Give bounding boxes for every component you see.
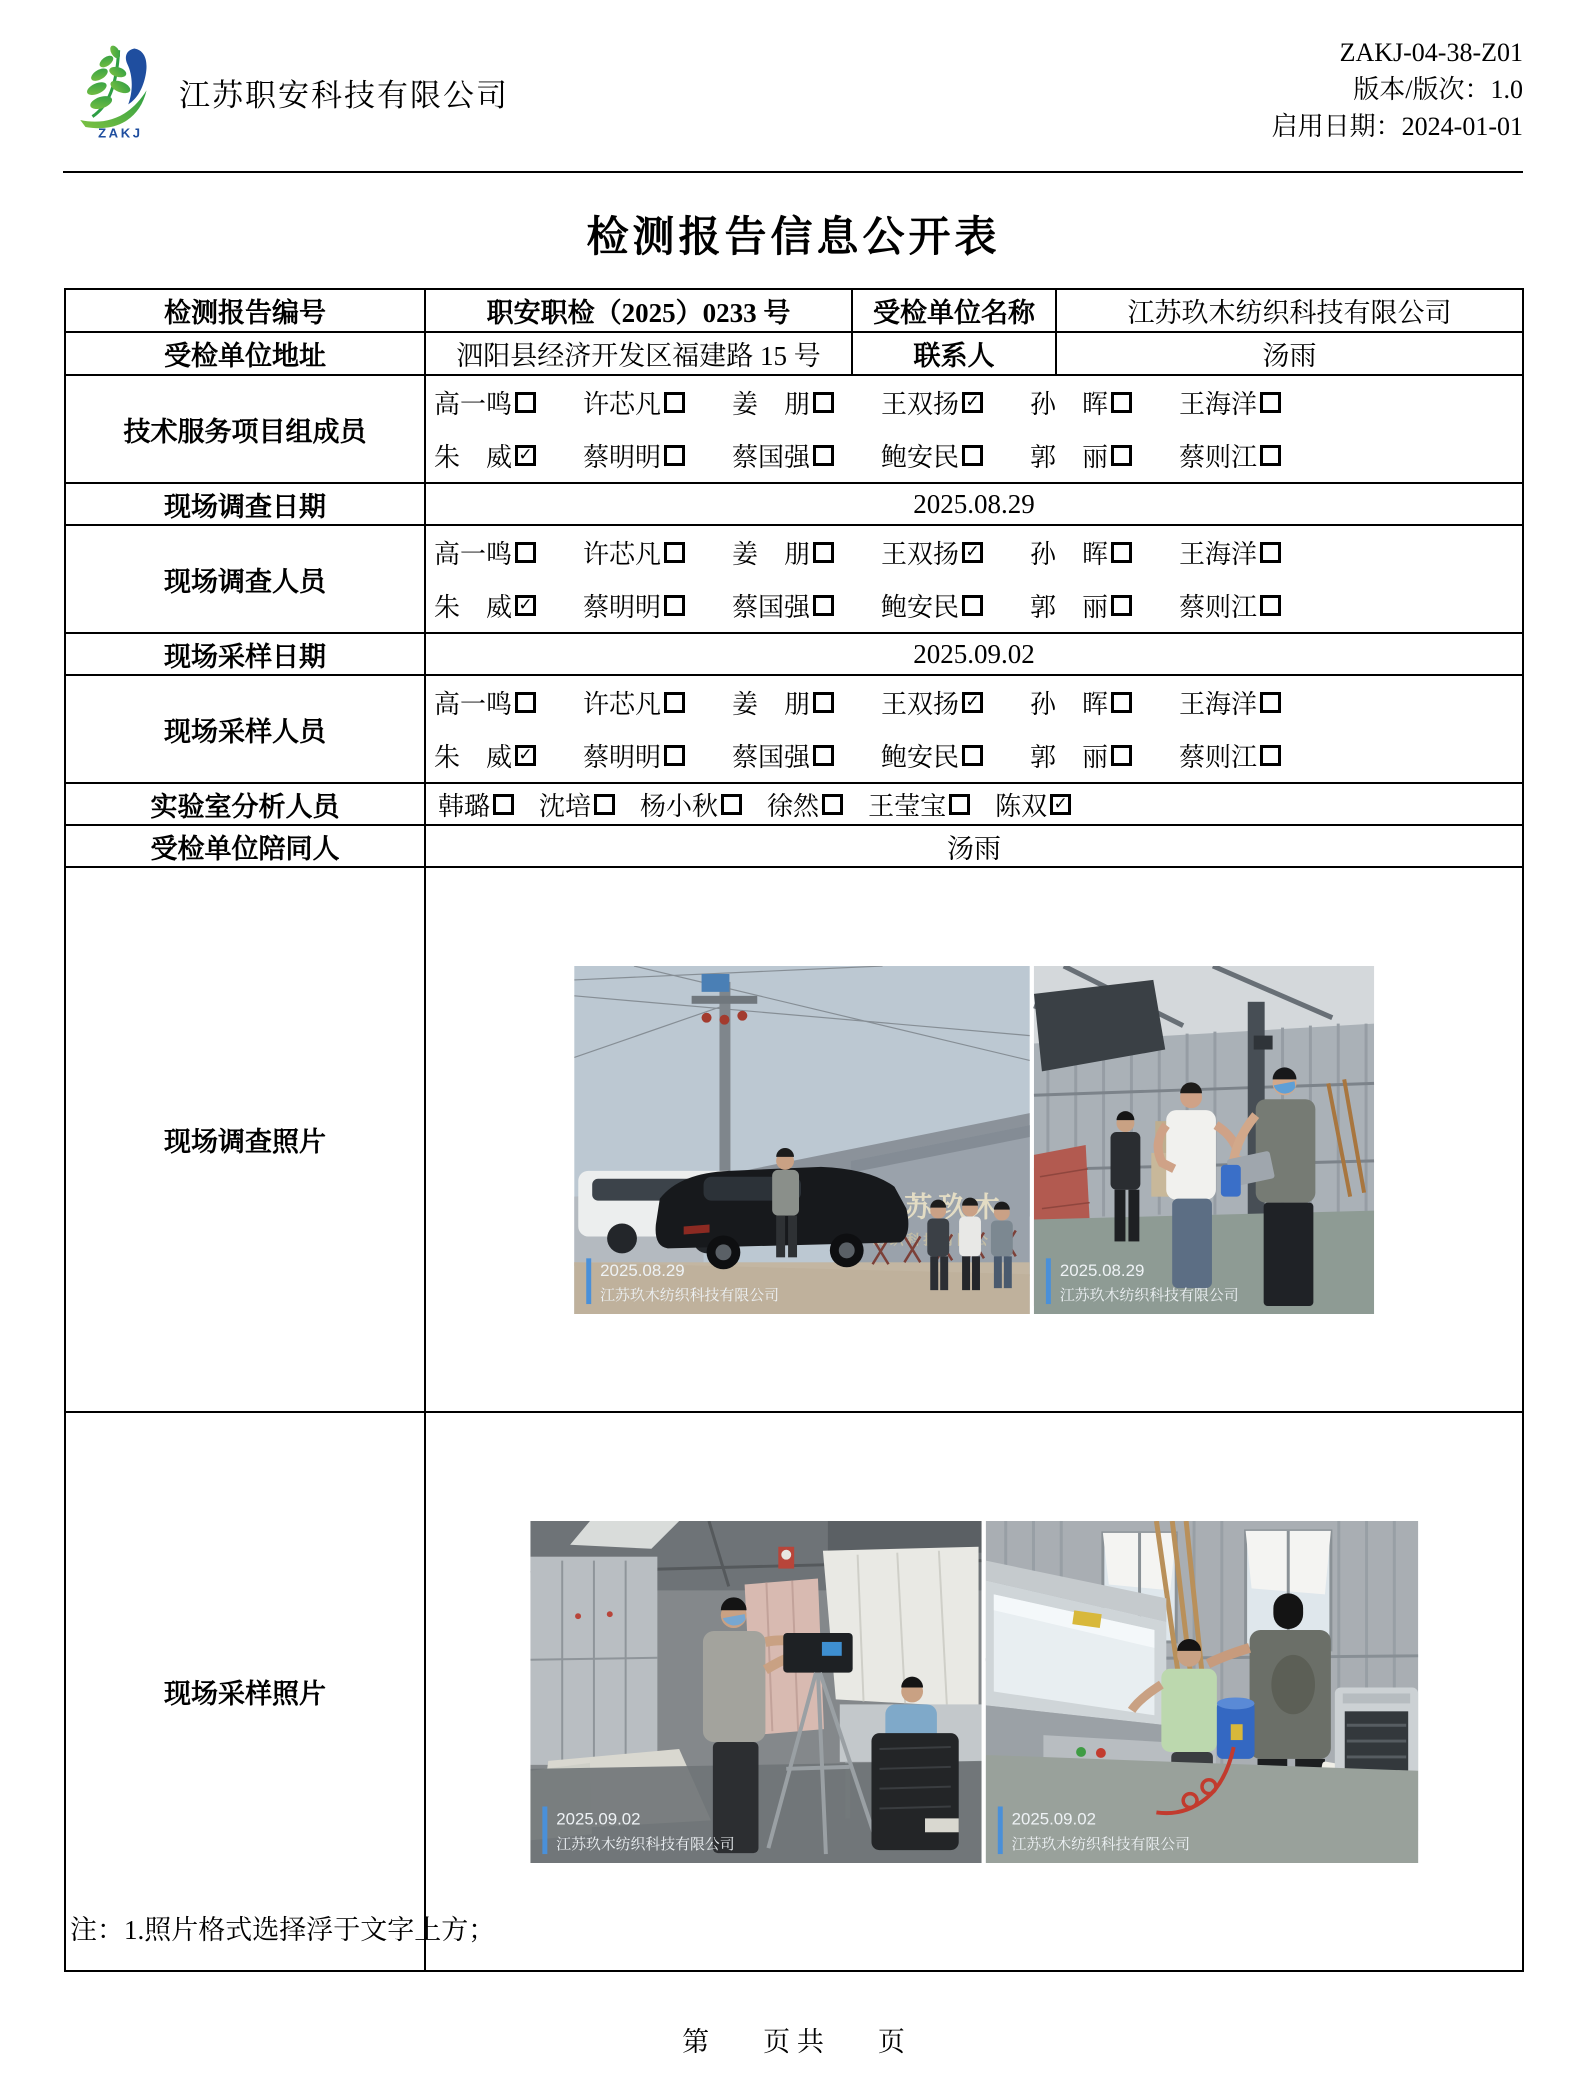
staff-member-name: 高一鸣: [434, 390, 513, 419]
blue-barrel: [1216, 1697, 1254, 1758]
staff-member: [583, 737, 685, 774]
staff-member-name: 蔡国强: [732, 743, 811, 772]
checkbox-unchecked-icon[interactable]: [664, 595, 685, 616]
staff-member-name: 蔡明明: [583, 443, 662, 472]
survey-photo-entrance: [574, 966, 1030, 1314]
staff-member: [434, 534, 536, 571]
staff-member: [438, 786, 514, 823]
photo-watermark-date: 2025.09.02: [1011, 1808, 1096, 1828]
staff-member-name: 韩璐: [438, 791, 491, 821]
staff-member-name: 朱 威: [434, 443, 513, 472]
sampling-photo-label: 现场采样照片: [65, 1412, 425, 1971]
staff-member-name: 孙 晖: [1030, 690, 1109, 719]
staff-member: [434, 384, 536, 421]
lab-analysts-label: 实验室分析人员: [65, 783, 425, 825]
staff-member: [881, 684, 983, 721]
checkbox-checked-icon[interactable]: ✓: [962, 692, 983, 713]
sampling-photos-cell: [425, 1412, 1523, 1971]
checkbox-unchecked-icon[interactable]: [664, 745, 685, 766]
checkbox-checked-icon[interactable]: ✓: [515, 595, 536, 616]
sampling-photo-inspection: [985, 1521, 1419, 1863]
logo-text: ZAKJ: [98, 125, 143, 141]
staff-member-name: 王莹宝: [868, 791, 947, 821]
contact-label: 联系人: [852, 332, 1056, 375]
checkbox-unchecked-icon[interactable]: [664, 692, 685, 713]
photo-watermark-date: 2025.08.29: [599, 1260, 685, 1280]
photo-watermark-date: 2025.09.02: [555, 1808, 641, 1828]
checkbox-unchecked-icon[interactable]: [962, 445, 983, 466]
checkbox-unchecked-icon[interactable]: [962, 745, 983, 766]
staff-member-name: 蔡则江: [1179, 443, 1258, 472]
staff-member: [1030, 384, 1132, 421]
staff-member-name: 郭 丽: [1030, 443, 1109, 472]
staff-member-name: 郭 丽: [1030, 593, 1109, 622]
staff-member: [1030, 737, 1132, 774]
checkbox-unchecked-icon[interactable]: [1260, 692, 1281, 713]
survey-staff-cell: [425, 525, 1523, 633]
staff-member: [1030, 437, 1132, 474]
checkbox-unchecked-icon[interactable]: [515, 692, 536, 713]
page-footer: 第 页 共 页: [682, 2027, 905, 2057]
checkbox-unchecked-icon[interactable]: [813, 595, 834, 616]
staff-member-name: 王海洋: [1179, 690, 1258, 719]
checkbox-unchecked-icon[interactable]: [813, 692, 834, 713]
staff-member-name: 姜 朋: [732, 540, 811, 569]
unit-name-label: 受检单位名称: [852, 289, 1056, 332]
report-info-table: [64, 288, 1524, 1972]
checkbox-unchecked-icon[interactable]: [664, 445, 685, 466]
staff-member-name: 王双扬: [881, 540, 960, 569]
page-title: 检测报告信息公开表: [586, 215, 1001, 261]
staff-member: [1179, 684, 1281, 721]
document-meta: [1272, 34, 1523, 145]
staff-member: [1030, 534, 1132, 571]
staff-member: [583, 384, 685, 421]
staff-member: [881, 737, 983, 774]
checkbox-unchecked-icon[interactable]: [721, 794, 742, 815]
sampling-staff-grid: [426, 676, 1522, 782]
staff-member: [1179, 534, 1281, 571]
staff-member: [434, 587, 536, 624]
photo-watermark-date: 2025.08.29: [1059, 1260, 1144, 1280]
checkbox-unchecked-icon[interactable]: [962, 595, 983, 616]
staff-member-name: 许芯凡: [583, 540, 662, 569]
checkbox-checked-icon[interactable]: ✓: [515, 745, 536, 766]
staff-member-name: 鲍安民: [881, 593, 960, 622]
checkbox-checked-icon[interactable]: ✓: [515, 445, 536, 466]
checkbox-checked-icon[interactable]: ✓: [962, 542, 983, 563]
staff-member: [881, 534, 983, 571]
staff-member-name: 高一鸣: [434, 540, 513, 569]
accompany-label: 受检单位陪同人: [65, 825, 425, 867]
checkbox-unchecked-icon[interactable]: [813, 392, 834, 413]
contact-value: 汤雨: [1056, 332, 1523, 375]
team-member-grid: [426, 376, 1522, 482]
staff-member: [767, 786, 843, 823]
sampling-date-label: 现场采样日期: [65, 633, 425, 675]
checkbox-unchecked-icon[interactable]: [515, 542, 536, 563]
staff-member-name: 蔡则江: [1179, 593, 1258, 622]
photo-watermark-company: 江苏玖木纺织科技有限公司: [1059, 1287, 1239, 1304]
staff-member: [1030, 684, 1132, 721]
staff-member-name: 沈培: [539, 791, 592, 821]
sampling-staff-cell: [425, 675, 1523, 783]
checkbox-unchecked-icon[interactable]: [1111, 445, 1132, 466]
sampling-date-value: 2025.09.02: [425, 633, 1523, 675]
staff-member: [434, 437, 536, 474]
company-logo: [75, 30, 171, 142]
staff-member-name: 徐然: [767, 791, 820, 821]
staff-member-name: 蔡国强: [732, 443, 811, 472]
checkbox-unchecked-icon[interactable]: [515, 392, 536, 413]
checkbox-checked-icon[interactable]: ✓: [1050, 794, 1071, 815]
staff-member: [1179, 587, 1281, 624]
staff-member-name: 王双扬: [881, 690, 960, 719]
staff-member-name: 蔡明明: [583, 593, 662, 622]
staff-member: [1179, 384, 1281, 421]
doc-date: 启用日期：2024-01-01: [1271, 112, 1523, 141]
survey-photos-cell: [425, 867, 1523, 1412]
staff-member-name: 鲍安民: [881, 743, 960, 772]
staff-member: [539, 786, 615, 823]
staff-member: [583, 437, 685, 474]
staff-member-name: 蔡则江: [1179, 743, 1258, 772]
staff-member-name: 许芯凡: [583, 390, 662, 419]
staff-member: [1179, 437, 1281, 474]
checkbox-unchecked-icon[interactable]: [1111, 745, 1132, 766]
checkbox-unchecked-icon[interactable]: [1111, 392, 1132, 413]
staff-member-name: 孙 晖: [1030, 390, 1109, 419]
staff-member: [732, 737, 834, 774]
logo-graphic: [75, 30, 171, 142]
header-divider: [63, 171, 1523, 173]
team-label: 技术服务项目组成员: [65, 375, 425, 483]
photo-watermark-company: 江苏玖木纺织科技有限公司: [1011, 1836, 1190, 1853]
lab-analysts-cell: [425, 783, 1523, 825]
company-name: 江苏职安科技有限公司: [179, 78, 509, 113]
staff-member: [732, 587, 834, 624]
survey-photo-discussion: [1033, 966, 1375, 1314]
staff-member: [640, 786, 742, 823]
address-value: 泗阳县经济开发区福建路 15 号: [425, 332, 852, 375]
report-no-value: 职安职检（2025）0233 号: [425, 289, 852, 332]
unit-name-value: 江苏玖木纺织科技有限公司: [1056, 289, 1523, 332]
staff-member: [583, 684, 685, 721]
team-members-cell: [425, 375, 1523, 483]
report-no-label: 检测报告编号: [65, 289, 425, 332]
checkbox-unchecked-icon[interactable]: [813, 542, 834, 563]
checkbox-unchecked-icon[interactable]: [813, 445, 834, 466]
staff-member: [732, 384, 834, 421]
staff-member: [881, 437, 983, 474]
staff-member: [881, 587, 983, 624]
staff-member: [434, 737, 536, 774]
staff-member-name: 姜 朋: [732, 390, 811, 419]
doc-code: ZAKJ-04-38-Z01: [1339, 38, 1523, 67]
staff-member: [1179, 737, 1281, 774]
checkbox-unchecked-icon[interactable]: [1260, 392, 1281, 413]
page-header: [63, 28, 1523, 170]
address-label: 受检单位地址: [65, 332, 425, 375]
staff-member-name: 蔡明明: [583, 743, 662, 772]
staff-member: [995, 786, 1071, 823]
staff-member: [434, 684, 536, 721]
staff-member: [881, 384, 983, 421]
lab-analysts-row: [426, 786, 1522, 823]
checkbox-checked-icon[interactable]: ✓: [962, 392, 983, 413]
checkbox-unchecked-icon[interactable]: [594, 794, 615, 815]
sampling-staff-label: 现场采样人员: [65, 675, 425, 783]
checkbox-unchecked-icon[interactable]: [813, 745, 834, 766]
footnote: 注：1.照片格式选择浮于文字上方；: [70, 1915, 496, 1945]
survey-photo-label: 现场调查照片: [65, 867, 425, 1412]
sampling-photo-tripod: [530, 1521, 982, 1863]
checkbox-unchecked-icon[interactable]: [1260, 542, 1281, 563]
photo-watermark-company: 江苏玖木纺织科技有限公司: [555, 1836, 735, 1853]
staff-member-name: 王双扬: [881, 390, 960, 419]
staff-member-name: 郭 丽: [1030, 743, 1109, 772]
checkbox-unchecked-icon[interactable]: [1260, 445, 1281, 466]
checkbox-unchecked-icon[interactable]: [1260, 595, 1281, 616]
staff-member-name: 鲍安民: [881, 443, 960, 472]
staff-member-name: 朱 威: [434, 743, 513, 772]
checkbox-unchecked-icon[interactable]: [1111, 542, 1132, 563]
doc-version: 版本/版次：1.0: [1353, 75, 1523, 104]
staff-member-name: 陈双: [995, 791, 1048, 821]
photo-watermark-company: 江苏玖木纺织科技有限公司: [599, 1287, 779, 1304]
staff-member-name: 王海洋: [1179, 540, 1258, 569]
checkbox-unchecked-icon[interactable]: [1111, 692, 1132, 713]
staff-member-name: 杨小秋: [640, 791, 719, 821]
checkbox-unchecked-icon[interactable]: [664, 542, 685, 563]
survey-staff-label: 现场调查人员: [65, 525, 425, 633]
staff-member: [732, 534, 834, 571]
checkbox-unchecked-icon[interactable]: [1111, 595, 1132, 616]
checkbox-unchecked-icon[interactable]: [664, 392, 685, 413]
checkbox-unchecked-icon[interactable]: [822, 794, 843, 815]
staff-member-name: 孙 晖: [1030, 540, 1109, 569]
staff-member: [583, 587, 685, 624]
staff-member: [868, 786, 970, 823]
survey-date-value: 2025.08.29: [425, 483, 1523, 525]
staff-member: [732, 684, 834, 721]
staff-member-name: 王海洋: [1179, 390, 1258, 419]
staff-member-name: 许芯凡: [583, 690, 662, 719]
staff-member-name: 高一鸣: [434, 690, 513, 719]
checkbox-unchecked-icon[interactable]: [493, 794, 514, 815]
survey-staff-grid: [426, 526, 1522, 632]
checkbox-unchecked-icon[interactable]: [949, 794, 970, 815]
staff-member-name: 朱 威: [434, 593, 513, 622]
staff-member-name: 蔡国强: [732, 593, 811, 622]
staff-member: [583, 534, 685, 571]
accompany-value: 汤雨: [425, 825, 1523, 867]
staff-member: [1030, 587, 1132, 624]
survey-date-label: 现场调查日期: [65, 483, 425, 525]
staff-member: [732, 437, 834, 474]
checkbox-unchecked-icon[interactable]: [1260, 745, 1281, 766]
staff-member-name: 姜 朋: [732, 690, 811, 719]
